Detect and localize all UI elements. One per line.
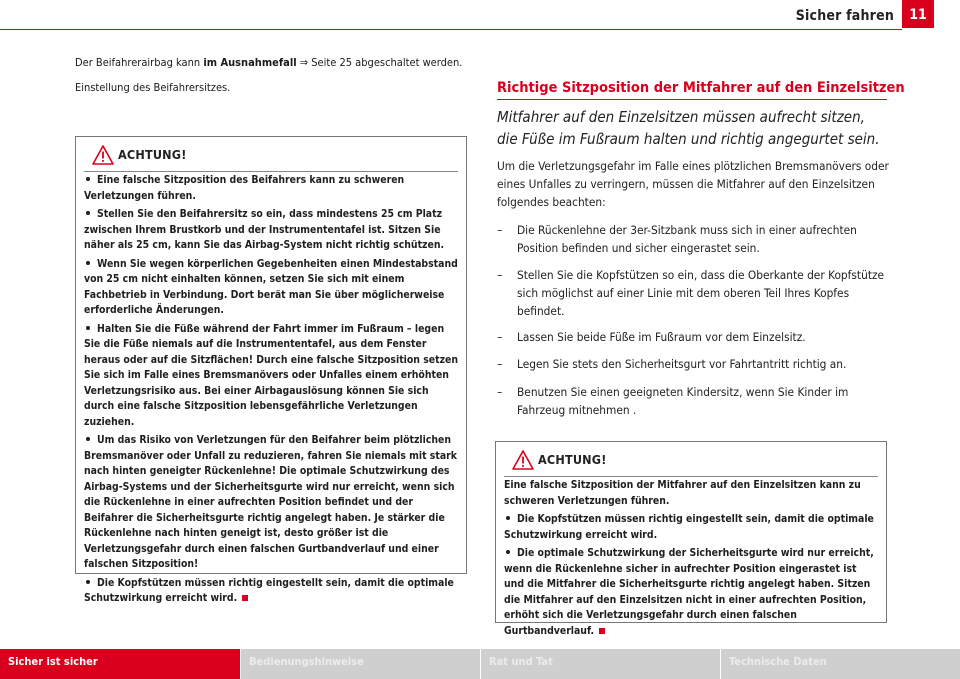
- warning-item-text: Die optimale Schutzwirkung der Sicherheitsgurte wird nur erreicht, wenn die Rückenlehne sicher in aufrechter Position eingerastet ist und die Mitfahrer die Sicherheitsgurte richtig angelegt haben. Sitzen die Mitfahrer auf den Einzelsitzen nicht in einer aufrechten Position, erhöht sich die Verletzungsgefahr durch einen falschen Gurtbandverlauf.: [504, 547, 874, 637]
- end-marker-icon: [242, 595, 248, 601]
- list-item-text: Die Rückenlehne der 3er-Sitzbank muss sich in einer aufrechten Position befinden und sicher eingerastet sein.: [517, 223, 857, 255]
- warning-item-text: Halten Sie die Füße während der Fahrt immer im Fußraum – legen Sie die Füße niemals auf die Instrumententafel, aus dem Fenster heraus oder auf die Sitzflächen! Durch eine falsche Sitzposition setzen Sie sich im Falle eines Bremsmanövers oder Unfalles einem erhöhten Verletzungsrisiko aus. Bei einer Airbagauslösung können Sie sich durch eine falsche Sitzposition lebensgefährliche Verletzungen zuziehen.: [84, 322, 459, 428]
- list-item: [497, 266, 889, 320]
- warning-triangle-icon: [92, 145, 114, 165]
- footer-tab-sicher-ist-sicher[interactable]: Sicher ist sicher: [0, 649, 240, 679]
- warning-item-text: Wenn Sie wegen körperlichen Gegebenheiten einen Mindestabstand von 25 cm nicht einhalten können, setzen Sie sich mit einem Fachbetrieb in Verbindung. Dort berät man Sie über möglicherweise erforderliche Änderungen.: [84, 257, 458, 316]
- warning-title: ACHTUNG!: [118, 147, 187, 162]
- dash-icon: –: [497, 357, 503, 371]
- list-item-text: Legen Sie stets den Sicherheitsgurt vor Fahrtantritt richtig an.: [517, 357, 847, 371]
- intro-text-pre: Der Beifahrerairbag kann: [75, 56, 201, 69]
- bullet-icon: [86, 580, 90, 584]
- page-number: 11: [902, 0, 934, 28]
- bullet-icon: [86, 261, 90, 265]
- intro-paragraph-1: [75, 55, 475, 70]
- footer-tab-bedienungshinweise[interactable]: Bedienungshinweise: [240, 649, 480, 679]
- list-item: [497, 355, 889, 373]
- header-rule: [0, 29, 902, 30]
- warning-item: [84, 433, 458, 573]
- section-heading: Richtige Sitzposition der Mitfahrer auf den Einzelsitzen: [497, 80, 905, 96]
- intro-text-bold: im Ausnahmefall: [203, 56, 297, 69]
- warning-item: [84, 173, 458, 204]
- warning-box-right: [495, 441, 887, 637]
- bullet-icon: [86, 177, 90, 181]
- end-marker-icon: [599, 628, 605, 634]
- arrow-icon: ⇒: [299, 56, 309, 69]
- warning-divider: [84, 171, 458, 172]
- warning-item: [84, 207, 458, 254]
- intro-paragraph-2: Einstellung des Beifahrersitzes.: [75, 81, 231, 94]
- bullet-icon: [86, 326, 90, 330]
- section-subheading: Mitfahrer auf den Einzelsitzen müssen aufrecht sitzen, die Füße im Fußraum halten und richtig angegurtet sein.: [497, 108, 880, 148]
- warning-triangle-icon: [512, 450, 534, 470]
- warning-item-text: Um das Risiko von Verletzungen für den Beifahrer beim plötzlichen Bremsmanöver oder Unfall zu reduzieren, fahren Sie niemals mit stark nach hinten geneigter Rückenlehne! Die optimale Schutzwirkung des Airbag-Systems und der Sicherheitsgurte wird nur erreicht, wenn sich die Rückenlehne in einer aufrechten Position befindet und der Beifahrer die Sicherheitsgurte richtig angelegt haben. Je stärker die Rückenlehne nach hinten geneigt ist, desto größer ist die Verletzungsgefahr durch einen falschen Gurtbandverlauf und einer falschen Sitzposition!: [84, 434, 457, 570]
- footer-tab-technische-daten[interactable]: Technische Daten: [720, 649, 960, 679]
- warning-title: ACHTUNG!: [538, 452, 607, 467]
- warning-item-text: Eine falsche Sitzposition des Beifahrers kann zu schweren Verletzungen führen.: [84, 174, 405, 202]
- list-item: [497, 221, 889, 257]
- bullet-icon: [86, 437, 90, 441]
- bullet-icon: [86, 211, 90, 215]
- warning-item-text: Die Kopfstützen müssen richtig eingestellt sein, damit die optimale Schutzwirkung erreicht wird.: [84, 576, 454, 604]
- dash-icon: –: [497, 223, 503, 237]
- warning-item: [504, 512, 878, 543]
- footer-tab-rat-und-tat[interactable]: Rat und Tat: [480, 649, 720, 679]
- list-item-text: Benutzen Sie einen geeigneten Kindersitz, wenn Sie Kinder im Fahrzeug mitnehmen .: [517, 385, 849, 417]
- bullet-icon: [506, 550, 510, 554]
- warning-item-text: Die Kopfstützen müssen richtig eingestellt sein, damit die optimale Schutzwirkung erreicht wird.: [504, 513, 874, 541]
- warning-item-text: Stellen Sie den Beifahrersitz so ein, dass mindestens 25 cm Platz zwischen Ihrem Brustkorb und der Instrumententafel ist. Sitzen Sie näher als 25 cm, kann Sie das Airbag-System nicht richtig schützen.: [84, 208, 445, 251]
- dash-icon: –: [497, 330, 503, 344]
- warning-header: [496, 442, 886, 476]
- footer-nav: [0, 649, 960, 679]
- bullet-icon: [506, 516, 510, 520]
- warning-box-left: [75, 136, 467, 604]
- page-reference-link[interactable]: Seite 25 abgeschaltet werden.: [311, 56, 463, 69]
- warning-item: [504, 546, 878, 639]
- warning-list: [76, 171, 466, 607]
- list-item-text: Stellen Sie die Kopfstützen so ein, dass die Oberkante der Kopfstütze sich möglichst auf einer Linie mit dem oberen Teil Ihres Kopfes befindet.: [517, 268, 885, 318]
- warning-item: [84, 257, 458, 319]
- section-heading-rule: [497, 99, 887, 100]
- section-body: Um die Verletzungsgefahr im Falle eines plötzlichen Bremsmanövers oder eines Unfalles zu verringern, müssen die Mitfahrer auf den Einzelsitzen folgendes beachten:: [497, 159, 889, 209]
- dash-icon: –: [497, 385, 503, 399]
- warning-list: [496, 476, 886, 639]
- list-item: [497, 328, 889, 346]
- warning-header: [76, 137, 466, 171]
- warning-item: [84, 322, 458, 431]
- list-item: [497, 383, 889, 419]
- warning-divider: [504, 476, 878, 477]
- dash-icon: –: [497, 268, 503, 282]
- page-title: Sicher fahren: [795, 8, 894, 24]
- warning-intro: Eine falsche Sitzposition der Mitfahrer auf den Einzelsitzen kann zu schweren Verletzungen führen.: [504, 479, 861, 507]
- list-item-text: Lassen Sie beide Füße im Fußraum vor dem Einzelsitz.: [517, 330, 806, 344]
- warning-item: [84, 576, 458, 607]
